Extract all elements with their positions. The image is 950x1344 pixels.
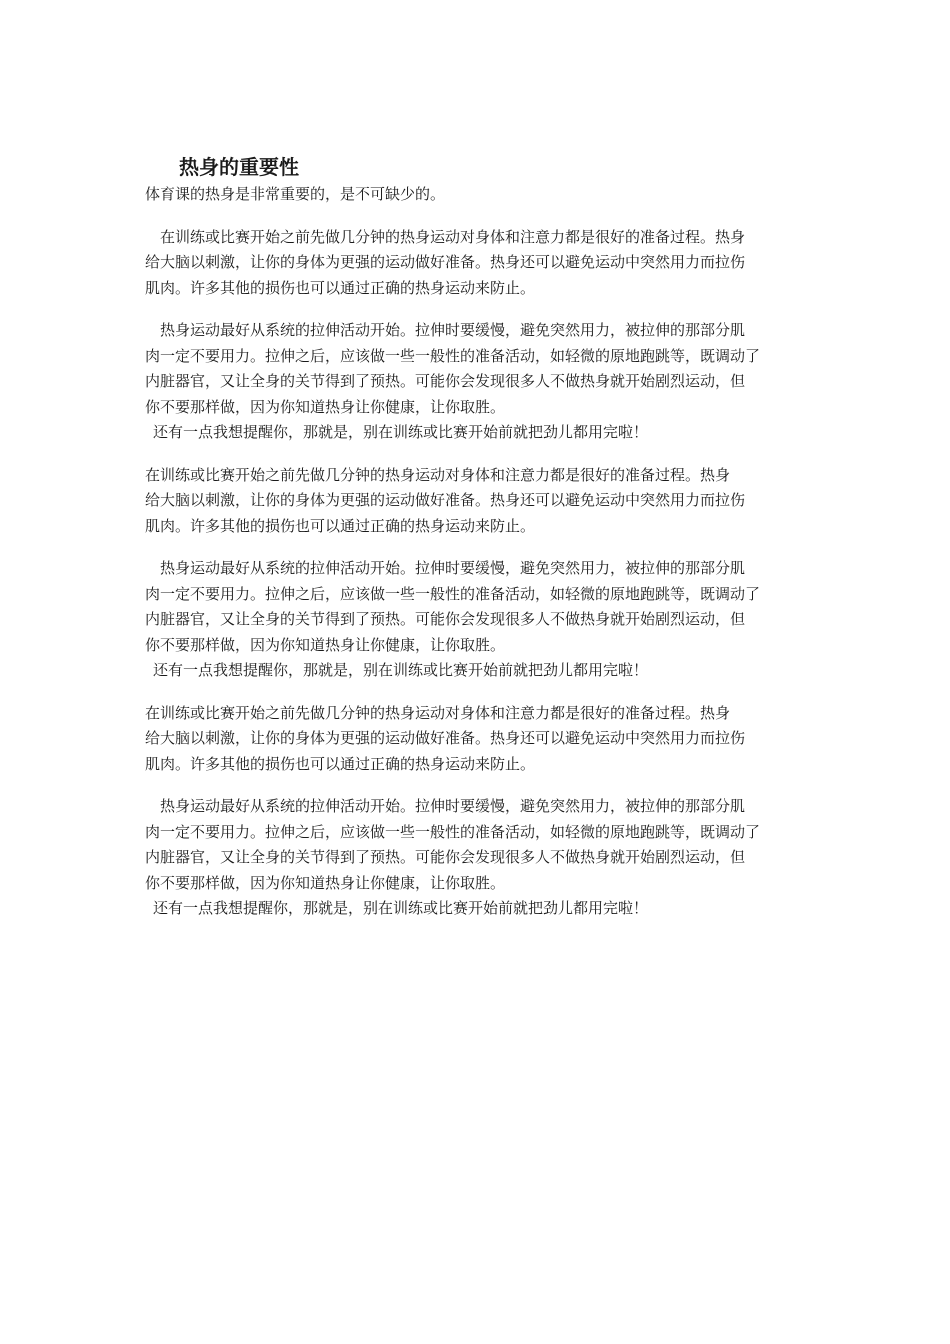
paragraph-gap bbox=[145, 684, 810, 701]
reminder-line: 还有一点我想提醒你，那就是，别在训练或比赛开始前就把劲儿都用完啦！ bbox=[153, 423, 649, 441]
paragraph-line: 给大脑以刺激，让你的身体为更强的运动做好准备。热身还可以避免运动中突然用力而拉伤 bbox=[145, 491, 746, 509]
paragraph-line: 肌肉。许多其他的损伤也可以通过正确的热身运动来防止。 bbox=[145, 516, 536, 535]
paragraph-line: 你不要那样做，因为你知道热身让你健康，让你取胜。 bbox=[145, 397, 506, 416]
section-3 bbox=[145, 701, 810, 922]
reminder-line: 还有一点我想提醒你，那就是，别在训练或比赛开始前就把劲儿都用完啦！ bbox=[153, 899, 649, 917]
paragraph-line: 肉一定不要用力。拉伸之后，应该做一些一般性的准备活动，如轻微的原地跑跳等，既调动了 bbox=[145, 584, 761, 603]
paragraph-gap bbox=[145, 777, 810, 794]
paragraph-line: 给大脑以刺激，让你的身体为更强的运动做好准备。热身还可以避免运动中突然用力而拉伤 bbox=[145, 729, 746, 747]
paragraph-gap bbox=[145, 446, 810, 463]
paragraph-line: 在训练或比赛开始之前先做几分钟的热身运动对身体和注意力都是很好的准备过程。热身 bbox=[145, 703, 731, 722]
paragraph-line: 你不要那样做，因为你知道热身让你健康，让你取胜。 bbox=[145, 635, 506, 654]
section-1 bbox=[145, 225, 810, 446]
paragraph-line: 肌肉。许多其他的损伤也可以通过正确的热身运动来防止。 bbox=[145, 278, 536, 297]
section-1-paragraph-1 bbox=[145, 225, 810, 302]
reminder-line: 还有一点我想提醒你，那就是，别在训练或比赛开始前就把劲儿都用完啦！ bbox=[153, 661, 649, 679]
paragraph-line: 热身运动最好从系统的拉伸活动开始。拉伸时要缓慢，避免突然用力，被拉伸的那部分肌 bbox=[160, 559, 746, 577]
intro-line: 体育课的热身是非常重要的，是不可缺少的。 bbox=[145, 185, 446, 203]
paragraph-gap bbox=[145, 539, 810, 556]
paragraph-line: 你不要那样做，因为你知道热身让你健康，让你取胜。 bbox=[145, 873, 506, 892]
paragraph-line: 肉一定不要用力。拉伸之后，应该做一些一般性的准备活动，如轻微的原地跑跳等，既调动了 bbox=[145, 346, 761, 365]
paragraph-line: 在训练或比赛开始之前先做几分钟的热身运动对身体和注意力都是很好的准备过程。热身 bbox=[160, 227, 746, 246]
section-2 bbox=[145, 463, 810, 684]
paragraph-line: 热身运动最好从系统的拉伸活动开始。拉伸时要缓慢，避免突然用力，被拉伸的那部分肌 bbox=[160, 321, 746, 339]
paragraph-line: 肉一定不要用力。拉伸之后，应该做一些一般性的准备活动，如轻微的原地跑跳等，既调动了 bbox=[145, 822, 761, 841]
section-2-paragraph-2 bbox=[145, 556, 810, 658]
paragraph-gap bbox=[145, 208, 810, 225]
paragraph-line: 内脏器官，又让全身的关节得到了预热。可能你会发现很多人不做热身就开始剧烈运动，但 bbox=[145, 848, 746, 866]
paragraph-line: 内脏器官，又让全身的关节得到了预热。可能你会发现很多人不做热身就开始剧烈运动，但 bbox=[145, 610, 746, 628]
paragraph-line: 热身运动最好从系统的拉伸活动开始。拉伸时要缓慢，避免突然用力，被拉伸的那部分肌 bbox=[160, 797, 746, 815]
paragraph-line: 内脏器官，又让全身的关节得到了预热。可能你会发现很多人不做热身就开始剧烈运动，但 bbox=[145, 372, 746, 390]
section-2-paragraph-1 bbox=[145, 463, 810, 540]
section-3-paragraph-1 bbox=[145, 701, 810, 778]
paragraph-gap bbox=[145, 301, 810, 318]
paragraph-line: 给大脑以刺激，让你的身体为更强的运动做好准备。热身还可以避免运动中突然用力而拉伤 bbox=[145, 253, 746, 271]
section-3-paragraph-2 bbox=[145, 794, 810, 896]
paragraph-line: 在训练或比赛开始之前先做几分钟的热身运动对身体和注意力都是很好的准备过程。热身 bbox=[145, 465, 731, 484]
section-1-paragraph-2 bbox=[145, 318, 810, 420]
document-title: 热身的重要性 bbox=[179, 155, 299, 179]
paragraph-line: 肌肉。许多其他的损伤也可以通过正确的热身运动来防止。 bbox=[145, 754, 536, 773]
document-page bbox=[145, 150, 810, 922]
